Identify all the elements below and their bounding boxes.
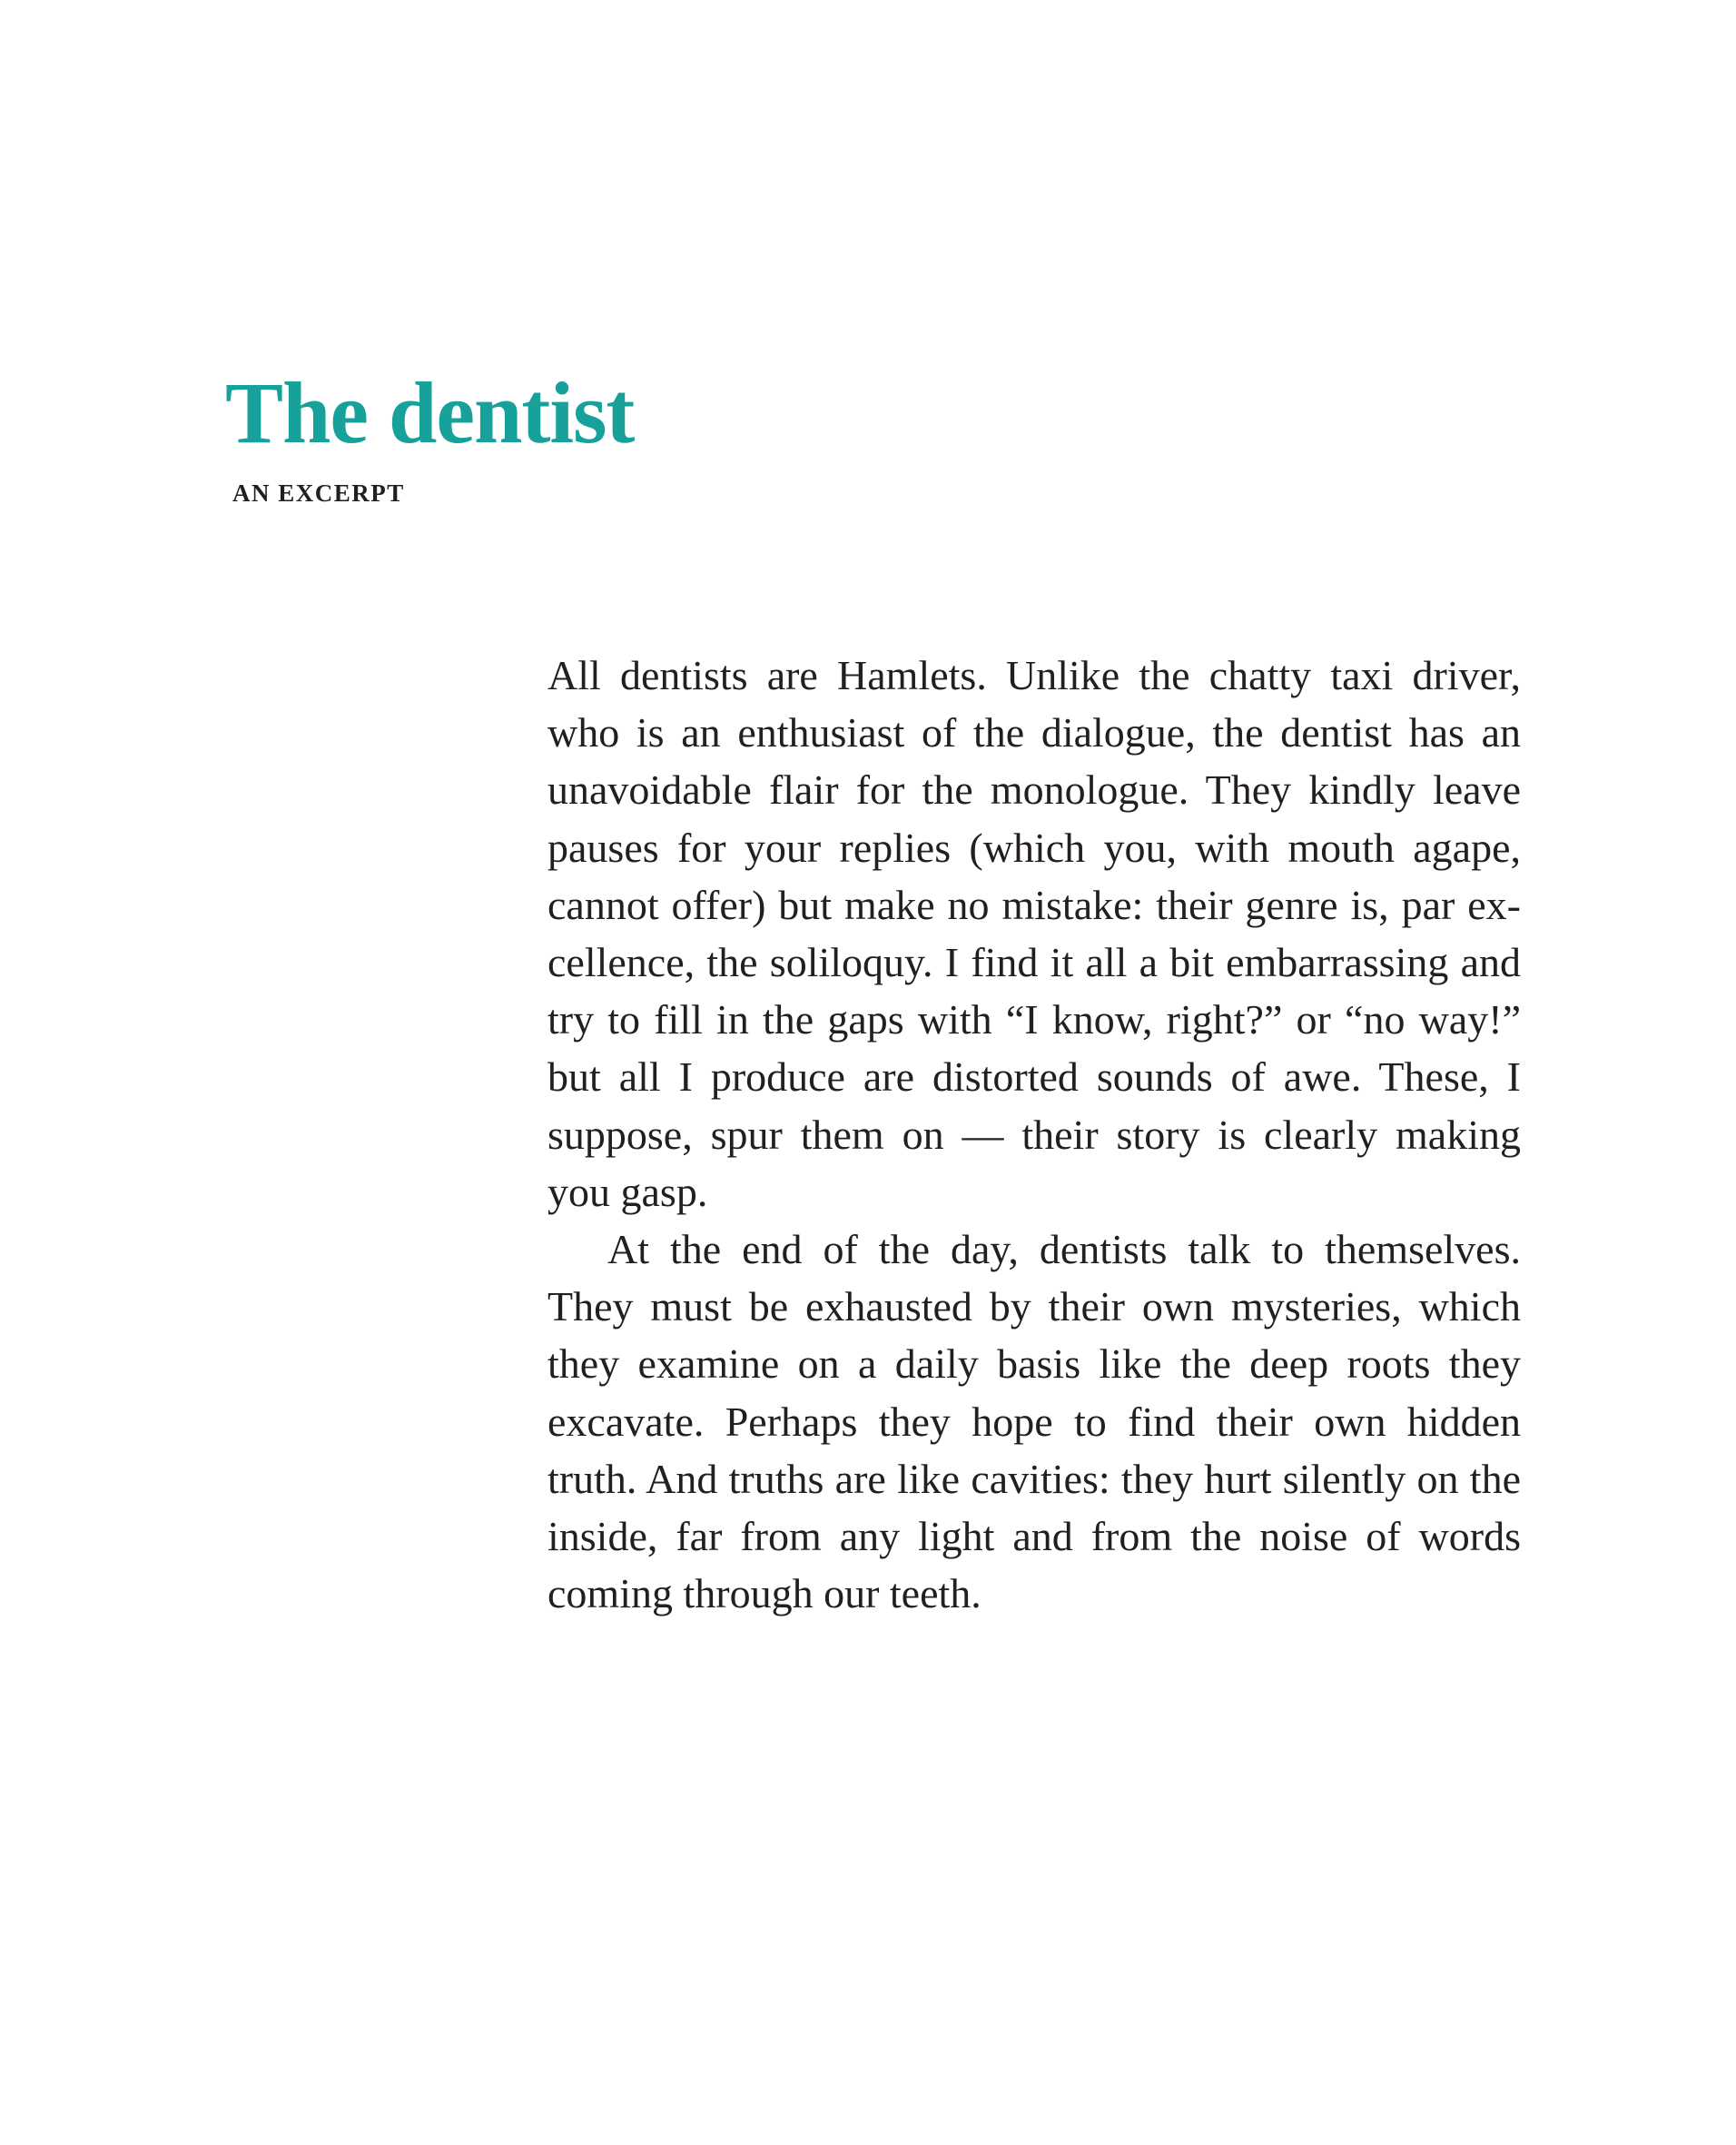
paragraph-2: At the end of the day, dentists talk to themselves. They must be exhausted by their own mysteries, which they examine on a daily basis like the deep roots they excavate. Perhaps they hope to find their own hidden truth. And truths are like cavities: they hurt silently on the inside, far from any light and from the noise of words coming through our teeth. xyxy=(547,1226,1521,1617)
page-title: The dentist xyxy=(225,364,635,461)
paragraph-1: All dentists are Hamlets. Unlike the chatty taxi driver, who is an enthusiast of the dialogue, the dentist has an unavoidable flair for the monologue. They kindly leave pauses for your replies (which you, with mouth agape, cannot offer) but make no mistake: their genre is, par excellence, the soliloquy. I find it all a bit embarrassing and try to fill in the gaps with “I know, right?” or “no way!” but all I produce are distorted sounds of awe. These, I suppose, spur them on — their story is clearly making you gasp. xyxy=(547,652,1521,1215)
excerpt-body xyxy=(547,647,1521,1622)
page-subtitle: AN EXCERPT xyxy=(232,479,405,507)
